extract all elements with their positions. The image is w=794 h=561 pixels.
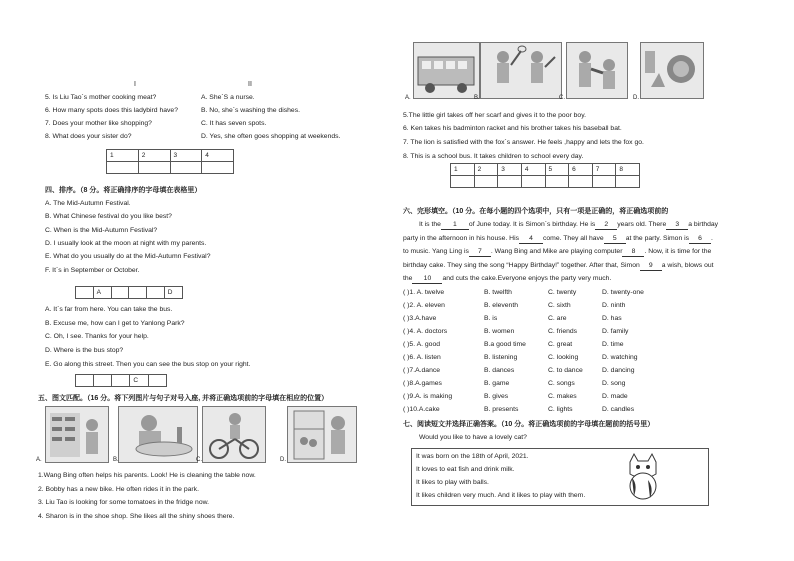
sort-item: A. It`s far from here. You can take the bus. [45, 306, 173, 313]
answer-cell[interactable] [592, 176, 616, 188]
section4-title: 四、排序。（8 分。将正确排序的字母填在表格里） [45, 187, 202, 194]
answer-cell-label: 4 [202, 150, 234, 162]
option-d: D. time [602, 341, 624, 348]
picture-label: A. [36, 457, 42, 463]
lion-fox-picture [640, 42, 704, 99]
matching-sentence: 8. This is a school bus. It takes children to school every day. [403, 153, 584, 160]
section6-title: 六、完形填空。（10 分。在每小题的四个选项中，只有一项是正确的，将正确选项前的 [403, 208, 669, 215]
matching-sentence: 4. Sharon is in the shoe shop. She likes all the shiny shoes there. [38, 513, 235, 520]
fridge-tomatoes-picture [287, 406, 357, 463]
answer-cell-label: 2 [138, 150, 170, 162]
sort-cell[interactable] [112, 375, 130, 387]
cloze-line: It is the 1 of June today. It is Simon`s birthday. He is 2 years old. There 3 a birthday [419, 221, 719, 228]
cloze-line: the 10 and cuts the cake.Everyone enjoys the party very much. [403, 275, 612, 282]
picture-label: A. [405, 95, 411, 101]
option-b: B. listening [484, 354, 518, 361]
sports-picture [480, 42, 562, 99]
option-row: ( )4. A. doctors [403, 328, 448, 335]
option-b: B. is [484, 315, 498, 322]
cloze-line: to music. Yang Ling is 7 . Wang Bing and Mike are playing computer 8 . Now, it is time for the [403, 248, 712, 255]
answer-cell[interactable] [498, 176, 522, 188]
matching-sentence: 3. Liu Tao is looking for some tomatoes in the fridge now. [38, 499, 210, 506]
sort-cell[interactable] [76, 287, 94, 299]
matching-sentence: 2. Bobby has a new bike. He often rides it in the park. [38, 486, 199, 493]
option-row: ( )3.A.have [403, 315, 437, 322]
match-question: 7. Does your mother like shopping? [45, 120, 152, 127]
option-d: D. has [602, 315, 622, 322]
answer-cell-label: 3 [170, 150, 202, 162]
answer-cell[interactable] [451, 176, 475, 188]
answer-cell-label: 2 [474, 164, 498, 176]
option-d: D. family [602, 328, 629, 335]
matching-sentence: 6. Ken takes his badminton racket and his brother takes his baseball bat. [403, 125, 622, 132]
cloze-blank[interactable]: 6 [689, 236, 711, 244]
sort-item: C. When is the Mid-Autumn Festival? [45, 227, 158, 234]
option-d: D. twenty-one [602, 289, 644, 296]
option-d: D. dancing [602, 367, 635, 374]
sort-cell[interactable] [76, 375, 94, 387]
sort-item: B. Excuse me, how can I get to Yanlong Park? [45, 320, 185, 327]
cloze-line: birthday cake. They sing the song “Happy Birthday!” together. After that, Simon 9 a wish, blows out [403, 262, 714, 269]
answer-cell-label: 1 [451, 164, 475, 176]
option-row: ( )10.A.cake [403, 406, 440, 413]
answer-cell[interactable] [474, 176, 498, 188]
option-b: B.a good time [484, 341, 526, 348]
answer-cell[interactable] [138, 162, 170, 174]
option-b: B. twelfth [484, 289, 512, 296]
cat-picture [624, 452, 662, 500]
option-b: B. gives [484, 393, 509, 400]
reading-line: It loves to eat fish and drink milk. [416, 466, 515, 473]
option-d: D. ninth [602, 302, 626, 309]
shoe-shop-picture [45, 406, 109, 463]
sort-item: E. Go along this street. Then you can see the bus stop on your right. [45, 361, 251, 368]
answer-cell-label: 1 [107, 150, 139, 162]
answer-cell-label: 4 [521, 164, 545, 176]
school-bus-picture [413, 42, 480, 99]
cloze-blank[interactable]: 7 [469, 249, 491, 257]
option-c: C. sixth [548, 302, 571, 309]
option-c: C. lights [548, 406, 573, 413]
sort-item: D. I usually look at the moon at night with my parents. [45, 240, 207, 247]
match-question: 6. How many spots does this ladybird have? [45, 107, 178, 114]
match-answer: A. She`S a nurse. [201, 94, 255, 101]
column-header-i: I [134, 81, 136, 88]
option-c: C. friends [548, 328, 578, 335]
answer-cell[interactable] [545, 176, 569, 188]
answer-cell-label: 5 [545, 164, 569, 176]
matching-sentence: 1.Wang Bing often helps his parents. Look! He is cleaning the table now. [38, 472, 256, 479]
reading-line: It likes children very much. And it likes to play with them. [416, 492, 586, 499]
option-row: ( )5. A. good [403, 341, 441, 348]
answer-cell[interactable] [521, 176, 545, 188]
option-c: C. great [548, 341, 573, 348]
cloze-blank[interactable]: 10 [412, 276, 442, 284]
match-answer: B. No, she`s washing the dishes. [201, 107, 300, 114]
cloze-blank[interactable]: 3 [666, 222, 688, 230]
option-c: C. are [548, 315, 567, 322]
sort-item: E. What do you usually do at the Mid-Autumn Festival? [45, 253, 211, 260]
match-answer-grid [106, 149, 234, 174]
sort-item: C. Oh, I see. Thanks for your help. [45, 333, 149, 340]
option-row: ( )9.A. is making [403, 393, 453, 400]
sort-grid-1 [75, 286, 183, 299]
option-d: D. made [602, 393, 628, 400]
girl-scarf-picture [566, 42, 628, 99]
answer-cell[interactable] [107, 162, 139, 174]
option-c: C. twenty [548, 289, 577, 296]
option-b: B. dances [484, 367, 515, 374]
cloze-blank[interactable]: 5 [604, 236, 626, 244]
option-c: C. to dance [548, 367, 583, 374]
match-answer: C. It has seven spots. [201, 120, 267, 127]
picture-label: C. [559, 95, 565, 101]
picture-label: D. [280, 457, 286, 463]
option-c: C. makes [548, 393, 577, 400]
sort-cell[interactable] [111, 287, 129, 299]
riding-bike-picture [202, 406, 266, 463]
option-row: ( )1. A. twelve [403, 289, 445, 296]
cloze-blank[interactable]: 4 [519, 236, 543, 244]
sort-cell[interactable] [94, 375, 112, 387]
sort-cell[interactable] [148, 375, 166, 387]
sort-item: A. The Mid-Autumn Festival. [45, 200, 131, 207]
answer-cell[interactable] [616, 176, 640, 188]
section7-title: 七、阅读短文并选择正确答案。（10 分。将正确选项前的字母填在题前的括号里） [403, 421, 655, 428]
reading-line: It likes to play with balls. [416, 479, 489, 486]
sort-item: D. Where is the bus stop? [45, 347, 124, 354]
match-question: 8. What does your sister do? [45, 133, 132, 140]
match-answer: D. Yes, she often goes shopping at weekends. [201, 133, 341, 140]
cloze-blank[interactable]: 8 [622, 249, 644, 257]
cloze-blank[interactable]: 1 [441, 222, 469, 230]
column-header-ii: II [248, 81, 252, 88]
answer-cell-label: 7 [592, 164, 616, 176]
option-row: ( )7.A.dance [403, 367, 441, 374]
reading-question: Would you like to have a lovely cat? [419, 434, 527, 441]
sort-cell[interactable]: A [93, 287, 111, 299]
reading-line: It was born on the 18th of April, 2021. [416, 453, 529, 460]
answer-cell[interactable] [170, 162, 202, 174]
picture-label: D. [633, 95, 639, 101]
picture-match-answer-grid [450, 163, 640, 188]
matching-sentence: 7. The lion is satisfied with the fox`s answer. He feels ,happy and lets the fox go. [403, 139, 644, 146]
option-d: D. song [602, 380, 626, 387]
picture-label: C. [196, 457, 202, 463]
option-c: C. looking [548, 354, 579, 361]
cloze-line: party in the afternoon in his house. His 4 come. They all have 5 at the party. Simon is 6 . [403, 235, 713, 242]
section5-title: 五、图文匹配。（16 分。将下列图片与句子对号入座, 并将正确选项前的字母填在相应的位置） [38, 395, 329, 402]
reading-box [411, 448, 709, 506]
option-b: B. eleventh [484, 302, 519, 309]
sort-cell[interactable] [129, 287, 147, 299]
option-c: C. songs [548, 380, 575, 387]
answer-cell-label: 8 [616, 164, 640, 176]
sort-grid-2 [75, 374, 167, 387]
sort-item: B. What Chinese festival do you like best? [45, 213, 172, 220]
option-b: B. presents [484, 406, 519, 413]
sort-cell[interactable]: D [164, 287, 182, 299]
cleaning-table-picture [118, 406, 198, 463]
option-row: ( )8.A.games [403, 380, 442, 387]
option-row: ( )6. A. listen [403, 354, 441, 361]
matching-sentence: 5.The little girl takes off her scarf and gives it to the poor boy. [403, 112, 586, 119]
sort-cell[interactable] [147, 287, 165, 299]
sort-cell[interactable]: C [130, 375, 148, 387]
picture-label: B. [474, 95, 480, 101]
option-b: B. game [484, 380, 510, 387]
option-d: D. watching [602, 354, 638, 361]
sort-item: F. It`s in September or October. [45, 267, 140, 274]
option-row: ( )2. A. eleven [403, 302, 445, 309]
picture-label: B. [113, 457, 119, 463]
answer-cell-label: 3 [498, 164, 522, 176]
answer-cell[interactable] [569, 176, 593, 188]
answer-cell[interactable] [202, 162, 234, 174]
option-b: B. women [484, 328, 515, 335]
answer-cell-label: 6 [569, 164, 593, 176]
cloze-blank[interactable]: 9 [640, 263, 662, 271]
option-d: D. candles [602, 406, 635, 413]
match-question: 5. Is Liu Tao`s mother cooking meat? [45, 94, 157, 101]
cloze-blank[interactable]: 2 [595, 222, 617, 230]
